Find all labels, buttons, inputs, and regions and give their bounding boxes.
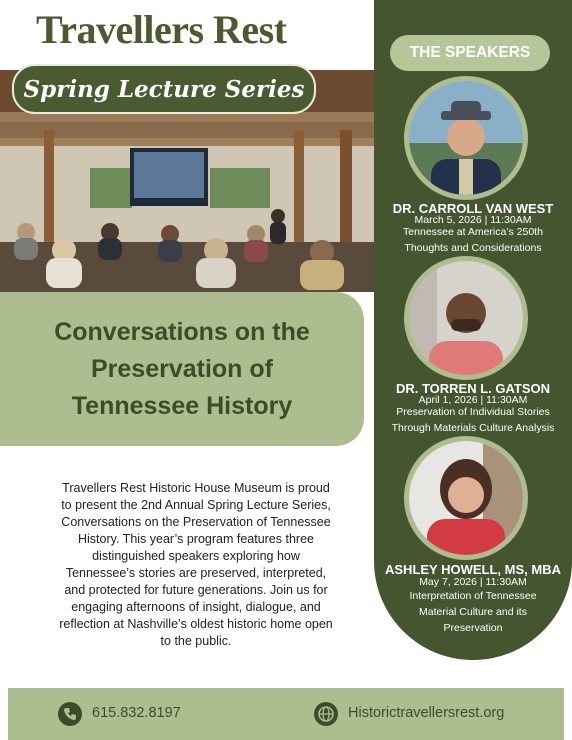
intro-line: History. This year’s program features three — [78, 532, 314, 546]
intro-line: engaging afternoons of insight, dialogue, and — [71, 600, 321, 614]
speaker-3-portrait — [404, 436, 528, 560]
intro-line: reflection at Nashville’s oldest historic home open — [59, 617, 333, 631]
speaker-3-topic-line: Material Culture and its — [419, 606, 527, 618]
brand-title: Travellers Rest — [36, 7, 287, 52]
speaker-1-topic-line: Tennessee at America’s 250th — [403, 226, 543, 238]
intro-line: and protected for future generations. Join us for — [64, 583, 328, 597]
speaker-3-topic-line: Preservation — [443, 622, 503, 634]
footer-bar — [8, 688, 564, 740]
speaker-1-portrait — [404, 76, 528, 200]
speaker-3-name: ASHLEY HOWELL, MS, MBA — [385, 562, 561, 577]
feature-card — [0, 292, 364, 446]
feature-heading — [54, 314, 310, 425]
series-banner — [12, 64, 316, 114]
speaker-3-date: May 7, 2026 | 11:30AM — [419, 576, 527, 588]
speaker-2-date: April 1, 2026 | 11:30AM — [418, 394, 528, 406]
intro-line: to present the 2nd Annual Spring Lecture Series, — [61, 498, 331, 512]
feature-heading-line: Tennessee History — [71, 391, 293, 420]
speaker-2-topic — [378, 404, 568, 436]
speaker-3-topic — [378, 588, 568, 636]
intro-line: Conversations on the Preservation of Tennessee — [61, 515, 331, 529]
speaker-1-name: DR. CARROLL VAN WEST — [392, 201, 554, 216]
speaker-2-topic-line: Preservation of Individual Stories — [396, 406, 550, 418]
speaker-1-topic — [378, 224, 568, 256]
phone-link[interactable]: 615.832.8197 — [92, 705, 181, 721]
globe-icon — [314, 702, 338, 726]
speaker-2-name: DR. TORREN L. GATSON — [395, 381, 551, 396]
speakers-label: THE SPEAKERS — [390, 35, 550, 71]
series-label: Spring Lecture Series — [23, 75, 305, 103]
speaker-1-topic-line: Thoughts and Considerations — [404, 242, 542, 254]
speaker-2-portrait — [404, 256, 528, 380]
intro-line: Tennessee’s stories are preserved, interpreted, — [65, 566, 327, 580]
intro-paragraph — [40, 480, 352, 650]
intro-line: distinguished speakers exploring how — [92, 549, 300, 563]
phone-icon — [58, 702, 82, 726]
intro-line: Travellers Rest Historic House Museum is proud — [62, 481, 330, 495]
intro-line: to the public. — [160, 634, 232, 648]
speaker-1-date: March 5, 2026 | 11:30AM — [414, 214, 532, 226]
speaker-2-topic-line: Through Materials Culture Analysis — [391, 422, 555, 434]
speaker-3-topic-line: Interpretation of Tennessee — [409, 590, 537, 602]
website-link[interactable]: Historictravellersrest.org — [348, 705, 505, 721]
feature-heading-line: Conversations on the — [54, 317, 310, 346]
feature-heading-line: Preservation of — [90, 354, 273, 383]
